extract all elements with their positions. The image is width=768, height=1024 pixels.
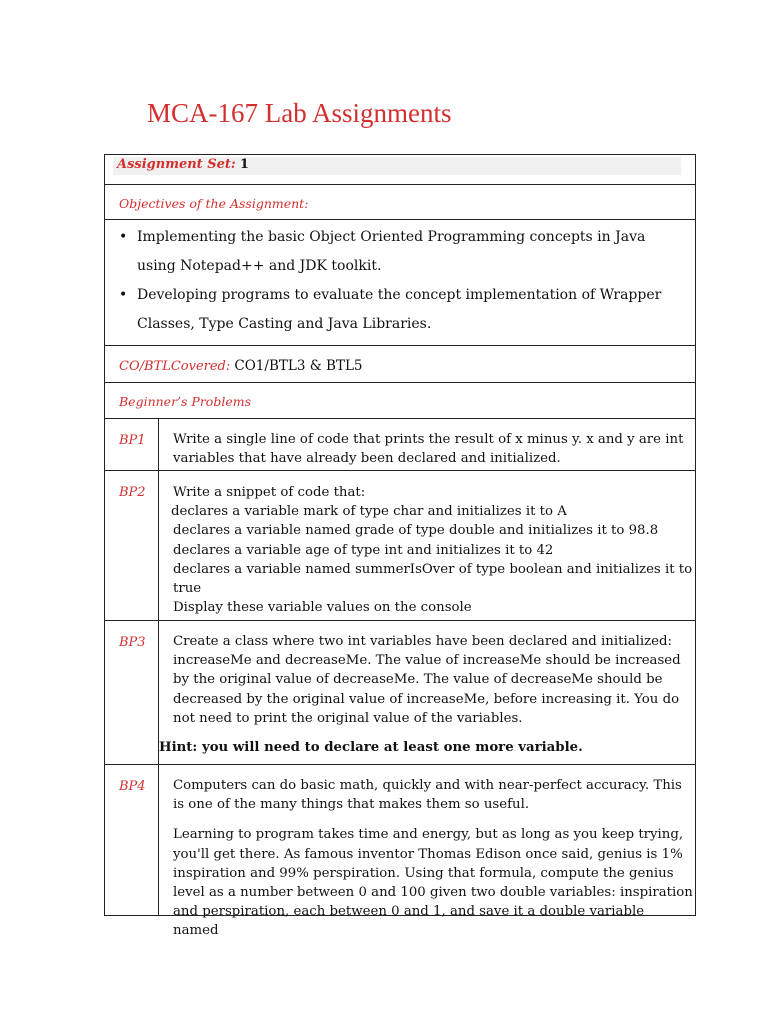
beginners-label: Beginner’s Problems xyxy=(119,394,251,409)
problem-hint: Hint: you will need to declare at least one more variable. xyxy=(159,740,583,755)
objective-item xyxy=(119,281,679,339)
problem-paragraph: Write a single line of code that prints the result of x minus y. x and y are int variables that have already been declared and initialized. xyxy=(173,432,684,467)
problem-text xyxy=(173,430,693,468)
objective-text: Implementing the basic Object Oriented Programming concepts in Java using Notepad++ and JDK toolkit. xyxy=(137,229,646,274)
objectives-list-row xyxy=(105,220,695,346)
problem-bp4 xyxy=(105,765,695,939)
problem-bp3 xyxy=(105,621,695,765)
problem-paragraph: Create a class where two int variables have been declared and initialized: increaseMe and decreaseMe. The value of increaseMe should be increased by the original value of decreaseMe. The value of decreaseMe should be decreased by the original value of increaseMe, before increasing it. You do not need to print the original value of the variables. xyxy=(173,634,681,726)
problem-id: BP1 xyxy=(119,433,146,448)
co-btl-value: CO1/BTL3 & BTL5 xyxy=(234,358,363,374)
problem-line: Write a snippet of code that: xyxy=(173,485,366,500)
problem-text xyxy=(173,632,693,728)
problem-paragraph: Computers can do basic math, quickly and with near-perfect accuracy. This is one of the many things that makes them so useful. xyxy=(173,778,682,813)
objectives-row xyxy=(105,185,695,220)
problem-line: declares a variable age of type int and initializes it to 42 xyxy=(173,542,554,558)
assignment-set-label: Assignment Set: xyxy=(117,157,236,172)
beginners-row xyxy=(105,383,695,419)
objectives-label: Objectives of the Assignment: xyxy=(119,196,309,211)
problem-line: declares a variable mark of type char and initializes it to A xyxy=(171,504,567,520)
problem-id: BP2 xyxy=(119,485,146,500)
objective-item xyxy=(119,223,679,281)
problem-id: BP3 xyxy=(119,635,146,650)
assignment-set-value: 1 xyxy=(239,157,249,172)
assignment-table xyxy=(104,154,696,939)
problem-paragraph: Learning to program takes time and energy, but as long as you keep trying, you'll get there. As famous inventor Thomas Edison once said, genius is 1% inspiration and 99% perspiration. Using that formula, compute the genius level as a number between 0 and 100 given two double variables: inspiration and perspiration, each between 0 and 1, and save it a double variable named xyxy=(173,827,693,939)
co-btl-row xyxy=(105,346,695,383)
co-btl xyxy=(119,358,363,374)
objective-text: Developing programs to evaluate the concept implementation of Wrapper Classes, Type Casting and Java Libraries. xyxy=(137,287,662,332)
page-title: MCA-167 Lab Assignments xyxy=(147,98,452,128)
problem-text xyxy=(173,776,693,941)
objectives-list xyxy=(119,223,679,339)
problem-text xyxy=(173,483,693,617)
problem-id: BP4 xyxy=(119,779,146,794)
assignment-set-row xyxy=(105,155,695,185)
problem-line: declares a variable named summerIsOver of type boolean and initializes it to true xyxy=(173,561,693,597)
bullet-icon: • xyxy=(119,229,128,245)
co-btl-label: CO/BTLCovered: xyxy=(119,359,231,374)
bullet-icon: • xyxy=(119,287,128,303)
assignment-set xyxy=(117,157,249,172)
problem-bp1 xyxy=(105,419,695,471)
problem-line: Display these variable values on the console xyxy=(173,600,472,616)
problem-bp2 xyxy=(105,471,695,621)
problem-line: declares a variable named grade of type double and initializes it to 98.8 xyxy=(173,523,659,539)
